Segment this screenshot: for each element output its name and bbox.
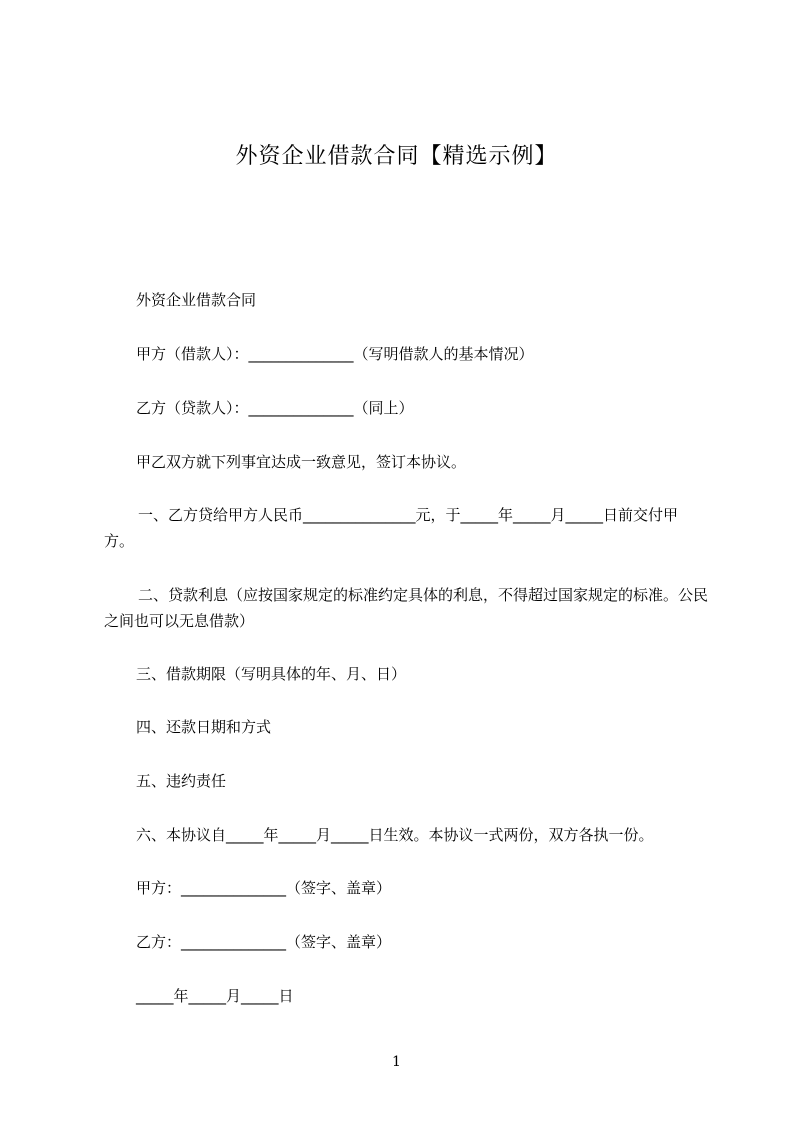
party-a-line: 甲方（借款人）：______________（写明借款人的基本情况）: [136, 345, 534, 363]
clause-4: 四、还款日期和方式: [136, 718, 272, 736]
clause-2: 二、贷款利息（应按国家规定的标准约定具体的利息，不得超过国家规定的标准。公民之间也可以无息借款）: [104, 586, 709, 630]
signature-party-a: 甲方：______________（签字、盖章）: [136, 879, 392, 897]
section-heading: 外资企业借款合同: [136, 291, 257, 309]
signature-party-b: 乙方：______________（签字、盖章）: [136, 933, 392, 951]
party-b-line: 乙方（贷款人）：______________（同上）: [136, 399, 414, 417]
clause-5: 五、违约责任: [136, 772, 227, 790]
agreement-intro: 甲乙双方就下列事宜达成一致意见，签订本协议。: [136, 453, 467, 471]
signing-date: _____年_____月_____日: [136, 987, 294, 1005]
clause-1: 一、乙方贷给甲方人民币_______________元，于_____年_____月_____日前交付甲方。: [104, 506, 679, 550]
page-number: 1: [392, 1054, 401, 1070]
clause-3: 三、借款期限（写明具体的年、月、日）: [136, 665, 407, 683]
clause-6: 六、本协议自_____年_____月_____日生效。本协议一式两份，双方各执一份。: [136, 826, 654, 844]
document-title: 外资企业借款合同【精选示例】: [235, 144, 558, 169]
